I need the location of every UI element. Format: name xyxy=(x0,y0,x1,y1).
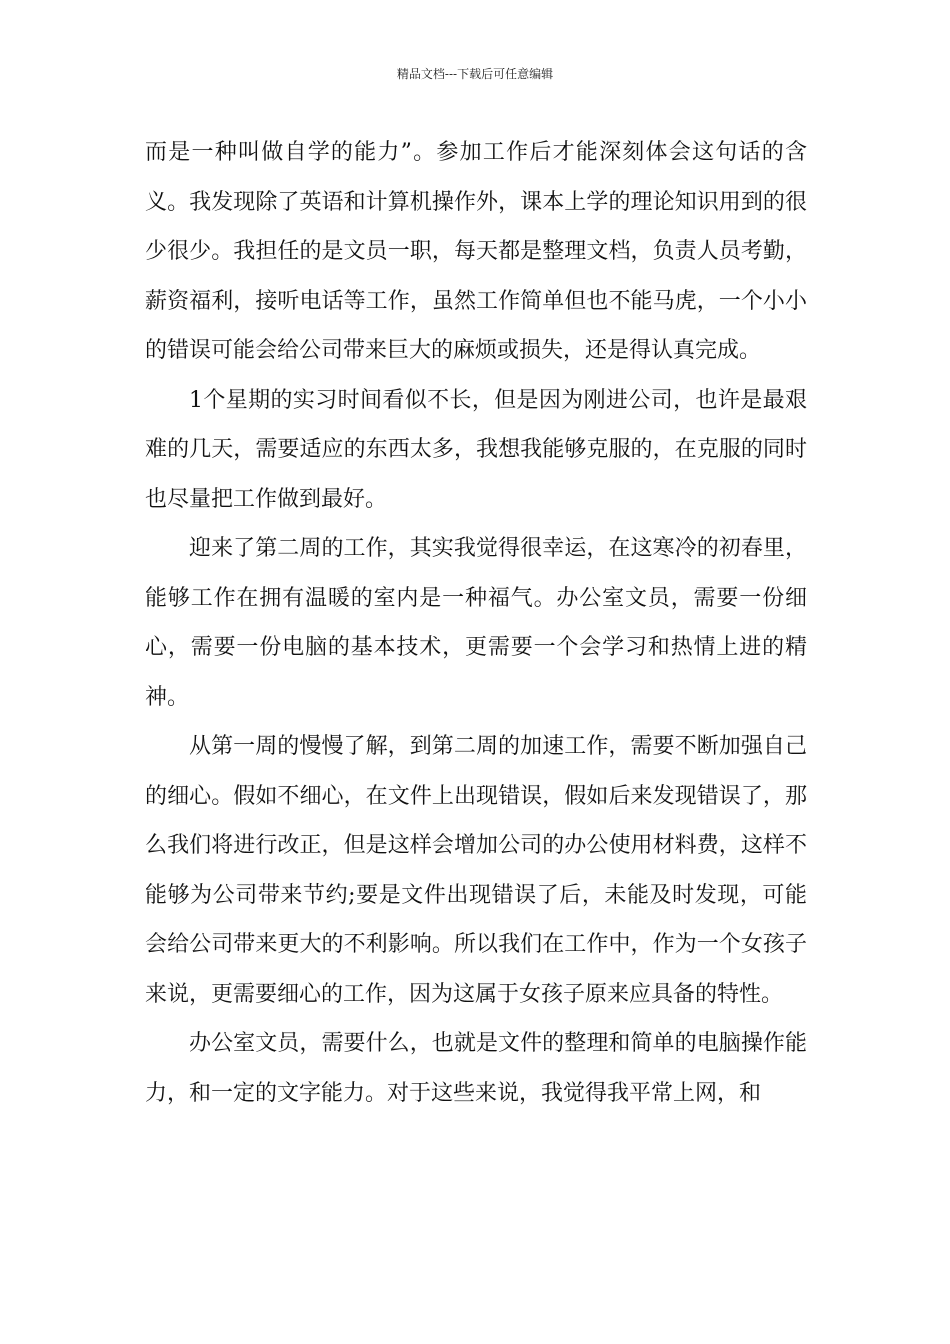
document-body xyxy=(145,128,807,1118)
paragraph-5: 办公室文员，需要什么，也就是文件的整理和简单的电脑操作能力，和一定的文字能力。对于这些来说，我觉得我平常上网，和 xyxy=(145,1031,807,1106)
page-header: 精品文档---下载后可任意编辑 xyxy=(396,67,554,81)
paragraph-1: 而是一种叫做自学的能力”。参加工作后才能深刻体会这句话的含义。我发现除了英语和计算机操作外，课本上学的理论知识用到的很少很少。我担任的是文员一职，每天都是整理文档，负责人员考勤，薪资福利，接听电话等工作，虽然工作简单但也不能马虎，一个小小的错误可能会给公司带来巨大的麻烦或损失，还是得认真完成。 xyxy=(145,140,807,363)
paragraph-2: 1个星期的实习时间看似不长，但是因为刚进公司，也许是最艰难的几天，需要适应的东西太多，我想我能够克服的，在克服的同时也尽量把工作做到最好。 xyxy=(145,387,807,512)
paragraph-3: 迎来了第二周的工作，其实我觉得很幸运，在这寒冷的初春里，能够工作在拥有温暖的室内是一种福气。办公室文员，需要一份细心，需要一份电脑的基本技术，更需要一个会学习和热情上进的精神。 xyxy=(145,536,807,710)
paragraph-4: 从第一周的慢慢了解，到第二周的加速工作，需要不断加强自己的细心。假如不细心，在文件上出现错误，假如后来发现错误了，那么我们将进行改正，但是这样会增加公司的办公使用材料费，这样不能够为公司带来节约;要是文件出现错误了后，未能及时发现，可能会给公司带来更大的不利影响。所以我们在工作中，作为一个女孩子来说，更需要细心的工作，因为这属于女孩子原来应具备的特性。 xyxy=(145,734,807,1007)
